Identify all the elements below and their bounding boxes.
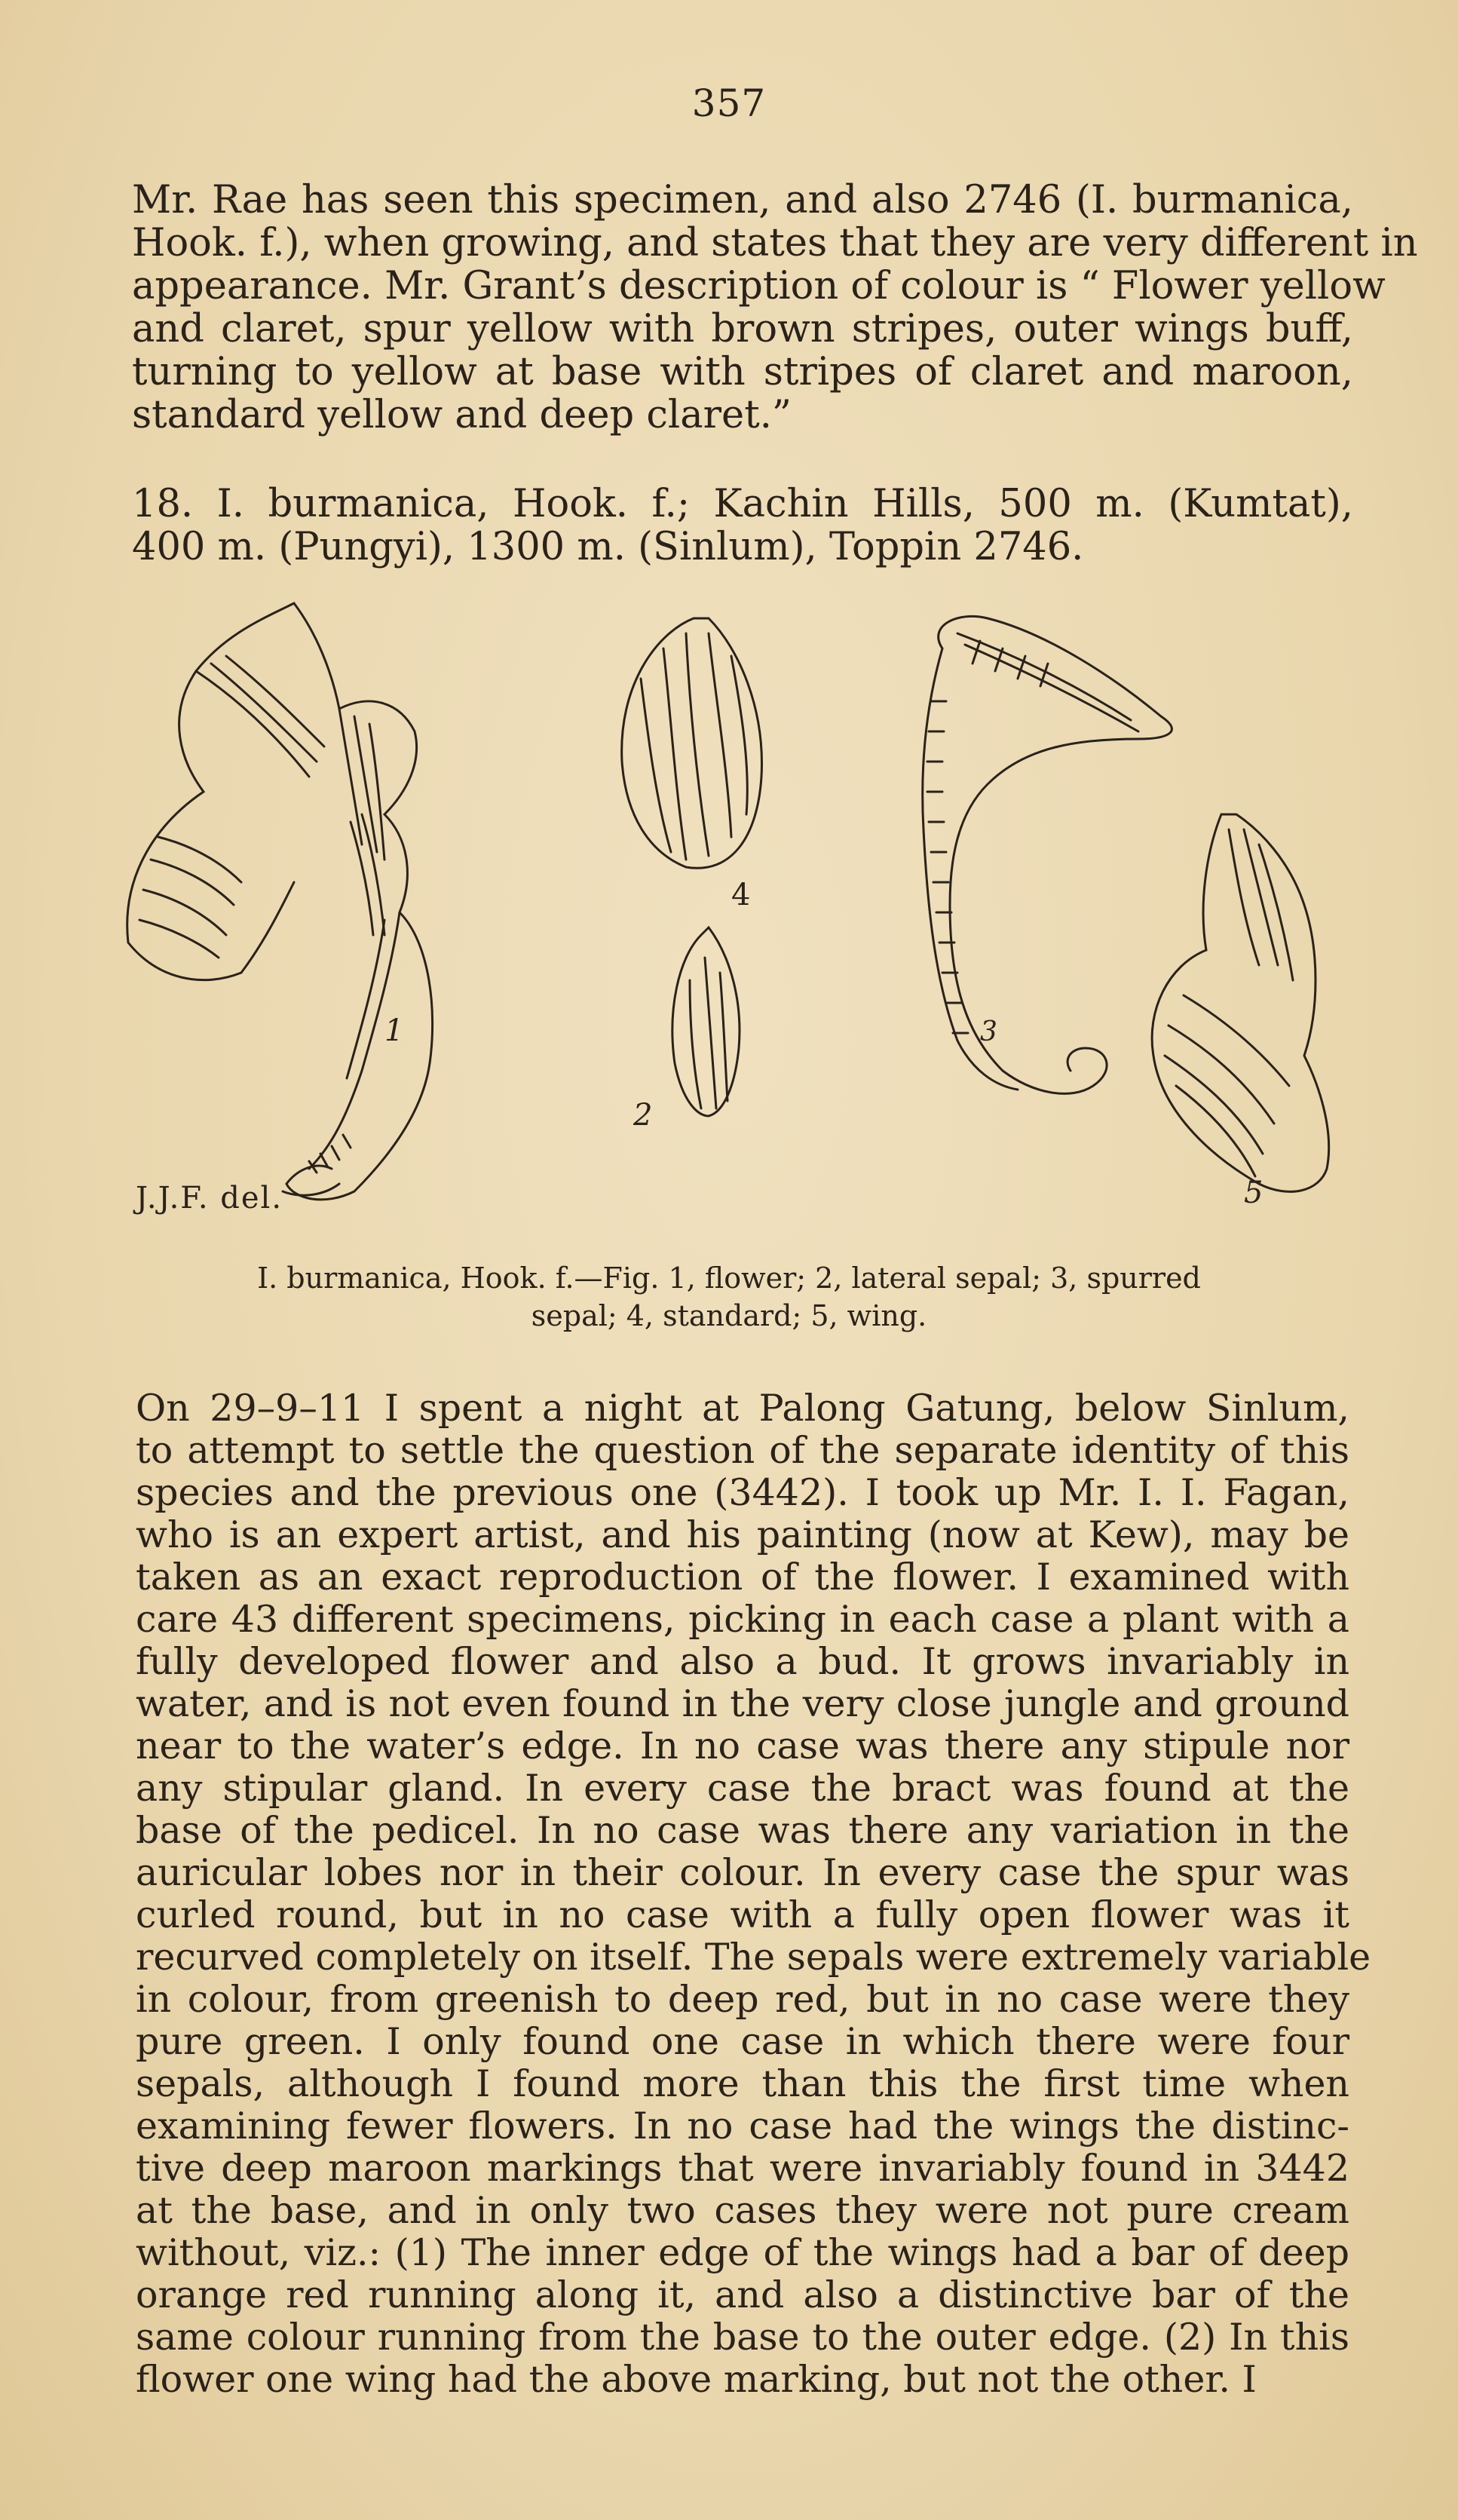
text-line: recurved completely on itself. The sepals were extremely variable [136,1936,1371,1979]
fig4-standard-drawing [622,618,762,868]
fig1-flower-drawing [127,603,433,1200]
text-line: On 29–9–11 I spent a night at Palong Gatung, below Sinlum, [136,1387,1349,1430]
species-entry-18 [132,483,1353,569]
caption-line: sepal; 4, standard; 5, wing. [531,1299,927,1332]
text-line: 18. I. burmanica, Hook. f.; Kachin Hills, 500 m. (Kumtat), [132,482,1353,526]
text-line: taken as an exact reproduction of the flower. I examined with [136,1556,1349,1599]
botanical-illustration [113,588,1349,1252]
fig4-label: 4 [731,878,751,912]
fig1-label: 1 [384,1013,404,1048]
text-line: sepals, although I found more than this the first time when [136,2062,1349,2105]
text-line: 400 m. (Pungyi), 1300 m. (Sinlum), Toppin 2746. [132,525,1084,569]
paragraph-rae-observation [132,178,1418,437]
text-line: same colour running from the base to the outer edge. (2) In this [136,2316,1349,2359]
text-line: in colour, from greenish to deep red, but in no case were they [136,1978,1349,2021]
text-line: without, viz.: (1) The inner edge of the wings had a bar of deep [136,2231,1349,2274]
text-line: auricular lobes nor in their colour. In every case the spur was [136,1851,1349,1894]
text-line: tive deep maroon markings that were invariably found in 3442 [136,2147,1349,2190]
text-line: fully developed flower and also a bud. It grows invariably in [136,1640,1349,1683]
fig3-spurred-sepal-drawing [923,616,1172,1093]
text-line: standard yellow and deep claret.” [132,393,792,437]
text-line: appearance. Mr. Grant’s description of colour is “ Flower yellow [132,264,1386,308]
text-line: water, and is not even found in the very close jungle and ground [136,1682,1349,1725]
text-line: any stipular gland. In every case the bract was found at the [136,1767,1349,1810]
fig2-lateral-sepal-drawing [672,927,740,1116]
text-line: and claret, spur yellow with brown stripes, outer wings buff, [132,307,1353,351]
text-line: Hook. f.), when growing, and states that they are very different in [132,221,1418,265]
text-line: base of the pedicel. In no case was there any variation in the [136,1809,1349,1852]
fig2-label: 2 [633,1098,653,1133]
fig5-label: 5 [1244,1176,1263,1210]
caption-line: I. burmanica, Hook. f.—Fig. 1, flower; 2, lateral sepal; 3, spurred [257,1262,1201,1295]
text-line: species and the previous one (3442). I took up Mr. I. I. Fagan, [136,1471,1349,1514]
text-line: care 43 different specimens, picking in each case a plant with a [136,1598,1349,1641]
text-line: pure green. I only found one case in which there were four [136,2020,1349,2063]
text-line: curled round, but in no case with a fully open flower was it [136,1893,1349,1936]
text-line: Mr. Rae has seen this specimen, and also 2746 (I. burmanica, [132,178,1353,222]
text-line: examining fewer flowers. In no case had the wings the distinc- [136,2105,1349,2148]
fig5-wing-drawing [1152,814,1329,1191]
artist-signature: J.J.F. del. [136,1181,283,1216]
text-line: who is an expert artist, and his painting (now at Kew), may be [136,1513,1349,1556]
text-line: at the base, and in only two cases they were not pure cream [136,2189,1349,2232]
text-line: near to the water’s edge. In no case was there any stipule nor [136,1724,1349,1767]
figure-caption [0,1259,1458,1335]
paragraph-palong-gatung-observations [136,1387,1371,2401]
text-line: flower one wing had the above marking, but not the other. I [136,2358,1257,2401]
text-line: turning to yellow at base with stripes of claret and maroon, [132,350,1353,394]
page-number: 357 [691,81,767,125]
fig3-label: 3 [980,1016,997,1047]
text-line: to attempt to settle the question of the separate identity of this [136,1429,1349,1472]
text-line: orange red running along it, and also a distinctive bar of the [136,2273,1349,2316]
